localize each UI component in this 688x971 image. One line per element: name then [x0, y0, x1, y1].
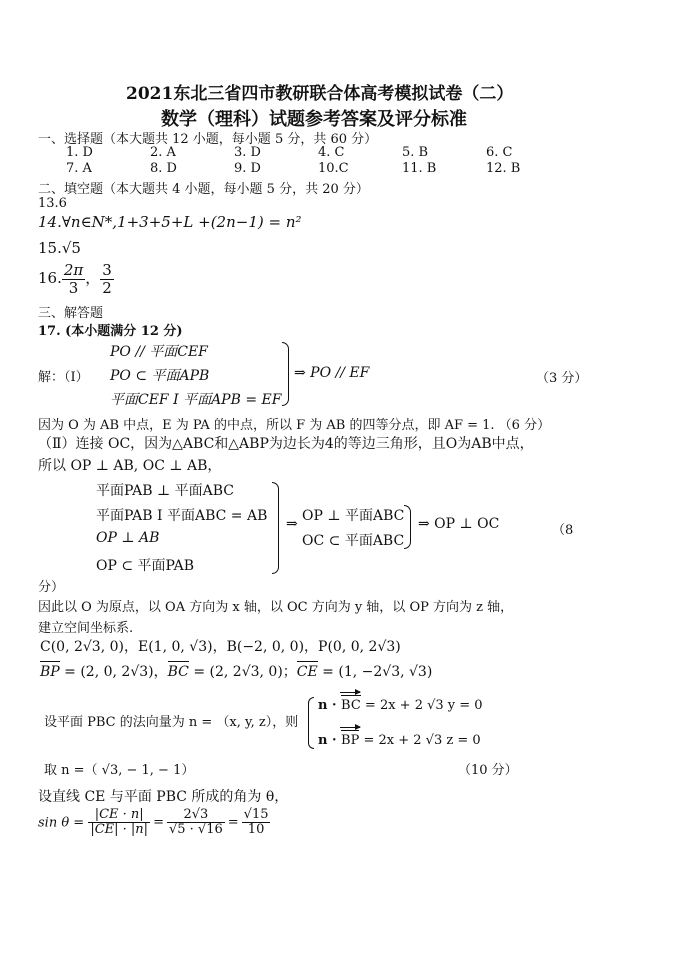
part-2-brace-1: [272, 482, 279, 574]
normal-eq-2-vector: BP: [341, 733, 360, 748]
answer-7: 7. A: [66, 161, 92, 176]
vector-bc-name: BC: [167, 664, 189, 680]
part-2-score-a: （8: [552, 523, 574, 538]
vector-bc-value: = (2, 2√3, 0)；: [188, 664, 297, 680]
score-10: （10 分）: [458, 763, 518, 778]
answer-6: 6. C: [486, 145, 513, 160]
coord-line-2: 建立空间坐标系.: [38, 621, 134, 636]
part-2-line-2: 平面PAB I 平面ABC = AB: [96, 508, 268, 524]
coord-line-1: 因此以 O 为原点，以 OA 方向为 x 轴，以 OC 方向为 y 轴，以 OP 方向为 z 轴，: [38, 600, 514, 615]
part-1-score: （3 分）: [536, 371, 588, 386]
normal-eq-1: n · BC = 2x + 2 √3 y = 0: [318, 698, 483, 713]
vectors-line: [40, 661, 432, 681]
title-line-1: 2021东北三省四市教研联合体高考模拟试卷（二）: [126, 84, 514, 104]
title-line-2: 数学（理科）试题参考答案及评分标准: [161, 109, 467, 130]
q17-heading: 17. (本小题满分 12 分): [38, 324, 183, 339]
answer-12: 12. B: [486, 161, 521, 176]
angle-line: 设直线 CE 与平面 PBC 所成的角为 θ，: [38, 789, 289, 805]
answer-14: 14.∀n∈N*,1+3+5+L +(2n−1) = n²: [38, 213, 302, 231]
part-1-conclusion: ⇒ PO // EF: [294, 365, 370, 381]
part-1-label: 解：（Ⅰ）: [38, 370, 89, 385]
answer-1: 1. D: [66, 145, 93, 160]
answer-10: 10.C: [318, 161, 349, 176]
part-2-arrow-1: ⇒: [286, 516, 298, 532]
sin-fraction-1: $\frac{|CE \cdot n|}{|CE| \cdot |n|}$: [90, 807, 149, 838]
answer-13: 13.6: [38, 196, 67, 211]
answer-9: 9. D: [234, 161, 261, 176]
af-line: 因为 O 为 AB 中点，E 为 PA 的中点，所以 F 为 AB 的四等分点，即 AF = 1. （6 分）: [38, 418, 551, 433]
sin-fraction-2: $\frac{2√3}{√5 \cdot √16}$: [168, 807, 223, 838]
answer-16: [38, 262, 114, 296]
part-2-score-b: 分）: [38, 580, 65, 595]
section-3-heading: 三、解答题: [38, 306, 104, 321]
part-1-line-2: PO ⊂ 平面APB: [110, 368, 210, 384]
answer-3: 3. D: [234, 145, 261, 160]
part-1-brace: [282, 342, 289, 406]
part-2-line-3: OP ⊥ AB: [96, 530, 160, 546]
arrow-bp-icon: [340, 727, 360, 728]
answer-2: 2. A: [150, 145, 176, 160]
normal-intro: 设平面 PBC 的法向量为 n = （x, y, z），则: [44, 715, 299, 730]
arrow-bc-icon: [340, 692, 360, 693]
vector-bp-value: = (2, 0, 2√3)，: [59, 664, 168, 680]
points-line: C(0, 2√3, 0)，E(1, 0, √3)，B(−2, 0, 0)，P(0, 0, 2√3): [40, 639, 401, 655]
sin-label: sin θ =: [38, 815, 89, 831]
vector-ce-name: CE: [296, 664, 318, 680]
sin-fraction-3: $\frac{√15}{10}$: [243, 807, 269, 838]
vector-bp-name: BP: [40, 664, 60, 680]
answer-16-separator: ，: [85, 269, 101, 287]
sin-theta-formula: sin θ = $\frac{|CE \cdot n|}{|CE| \cdot |n|}$ = $\frac{2√3}{√5 \cdot √16}$ = $\frac{√15}{10}$: [38, 807, 269, 838]
answer-4: 4. C: [318, 145, 345, 160]
part-2-conclusion: ⇒ OP ⊥ OC: [418, 516, 500, 532]
part-1-line-3: 平面CEF I 平面APB = EF: [110, 392, 282, 408]
normal-brace: [308, 697, 314, 749]
part-2-so: 所以 OP ⊥ AB, OC ⊥ AB，: [38, 458, 222, 474]
answer-15: 15.√5: [38, 239, 81, 257]
part-1-line-1: PO // 平面CEF: [110, 344, 208, 360]
part-2-intro: （Ⅱ）连接 OC，因为△ABC和△ABP为边长为4的等边三角形，且O为AB中点，: [38, 436, 534, 452]
part-2-mid-line-1: OP ⊥ 平面ABC: [302, 508, 405, 524]
answer-5: 5. B: [402, 145, 429, 160]
part-2-brace-2: [404, 505, 411, 549]
vector-ce-value: = (1, −2√3, √3): [317, 664, 433, 680]
answer-16-fraction-2: $\frac{3}{2}$: [102, 261, 112, 297]
answer-8: 8. D: [150, 161, 177, 176]
section-2-heading: 二、填空题（本大题共 4 小题，每小题 5 分，共 20 分）: [38, 182, 369, 197]
take-n-line: 取 n =（ √3, − 1, − 1）: [44, 763, 195, 778]
section-1-heading: 一、选择题（本大题共 12 小题，每小题 5 分，共 60 分）: [38, 132, 378, 147]
part-2-line-1: 平面PAB ⊥ 平面ABC: [96, 483, 234, 499]
normal-eq-2: n · BP = 2x + 2 √3 z = 0: [318, 733, 481, 748]
answer-16-fraction-1: $\frac{2\pi}{3}$: [63, 261, 84, 297]
part-2-line-4: OP ⊂ 平面PAB: [96, 558, 195, 574]
part-2-mid-line-2: OC ⊂ 平面ABC: [302, 533, 405, 549]
answer-11: 11. B: [402, 161, 437, 176]
normal-eq-1-vector: BC: [341, 698, 361, 713]
answer-16-prefix: 16.: [38, 269, 62, 287]
